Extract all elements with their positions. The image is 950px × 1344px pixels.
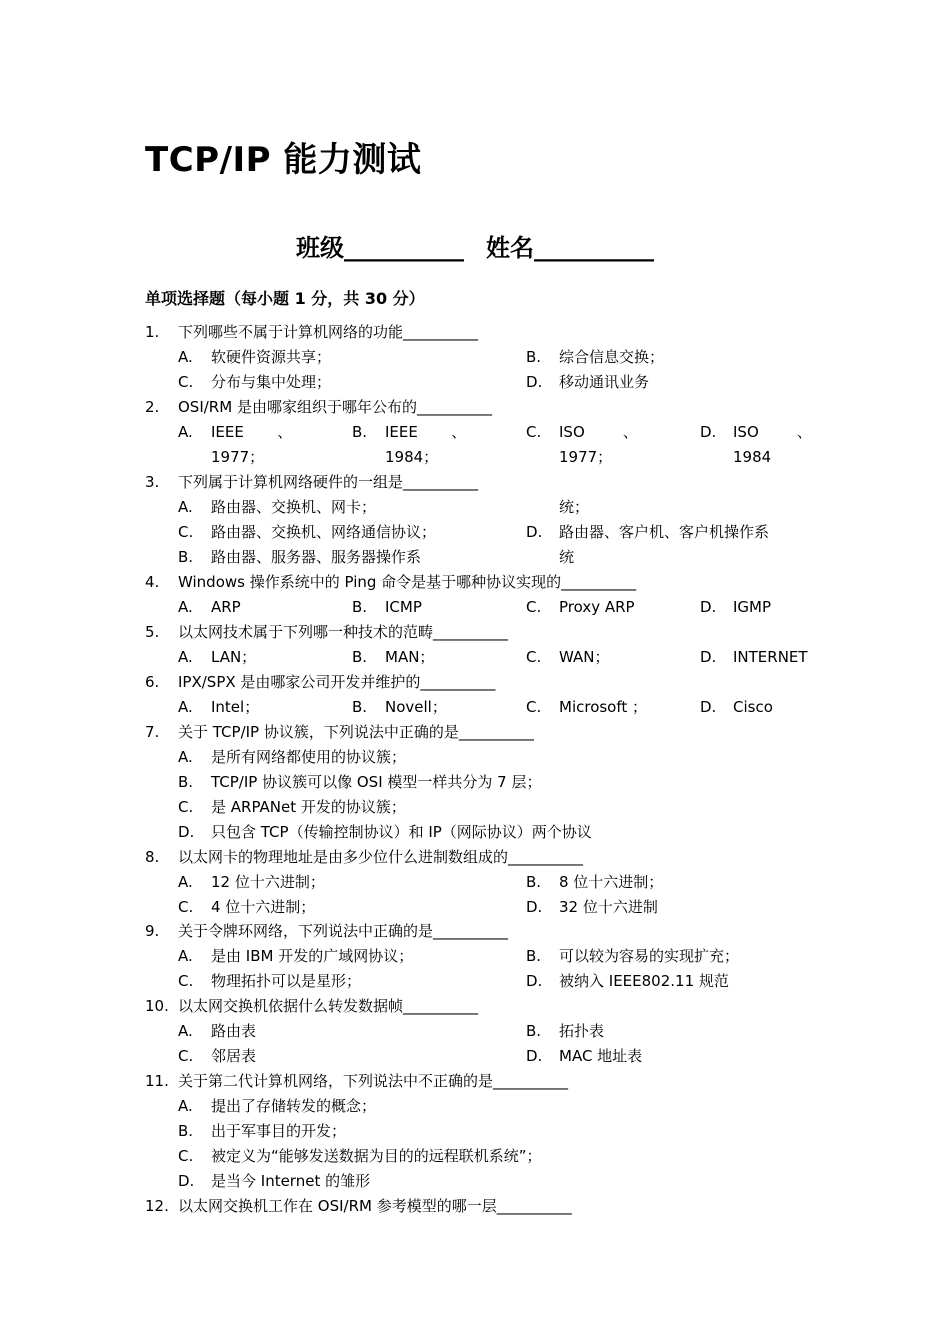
option-label: B. bbox=[352, 648, 368, 666]
question-number: 5. bbox=[145, 623, 160, 641]
question-number: 1. bbox=[145, 323, 160, 341]
option-label: B. bbox=[526, 947, 542, 965]
question-text: 下列属于计算机网络硬件的一组是__________ bbox=[178, 473, 479, 491]
option-label: A. bbox=[178, 1022, 193, 1040]
question-text: 关于第二代计算机网络，下列说法中不正确的是__________ bbox=[178, 1072, 569, 1090]
option-label: C. bbox=[178, 523, 194, 541]
option-label: C. bbox=[178, 798, 194, 816]
option-text: 统； bbox=[559, 498, 590, 516]
option-text: Cisco bbox=[733, 698, 773, 716]
option-label: D. bbox=[700, 598, 717, 616]
option-label: B. bbox=[352, 598, 368, 616]
question-text: IPX/SPX 是由哪家公司开发并维护的__________ bbox=[178, 673, 496, 691]
question-number: 3. bbox=[145, 473, 160, 491]
option-label: A. bbox=[178, 947, 193, 965]
question-number: 11. bbox=[145, 1072, 169, 1090]
option-text: 拓扑表 bbox=[559, 1022, 605, 1040]
option-label: A. bbox=[178, 873, 193, 891]
option-text: 提出了存储转发的概念； bbox=[211, 1097, 377, 1115]
option-label: B. bbox=[352, 698, 368, 716]
question-text: 关于令牌环网络，下列说法中正确的是__________ bbox=[178, 922, 509, 940]
option-text: 软硬件资源共享； bbox=[211, 348, 332, 366]
option-text: 出于军事目的开发； bbox=[211, 1122, 347, 1140]
option-text: 统 bbox=[559, 548, 575, 566]
option-text: 1984 bbox=[733, 448, 772, 466]
question-text: 以太网交换机工作在 OSI/RM 参考模型的哪一层__________ bbox=[178, 1197, 572, 1215]
option-label: A. bbox=[178, 698, 193, 716]
option-label: A. bbox=[178, 748, 193, 766]
option-label: D. bbox=[178, 823, 195, 841]
option-text: 是所有网络都使用的协议簇； bbox=[211, 748, 407, 766]
option-label: D. bbox=[526, 523, 543, 541]
section-heading: 单项选择题（每小题 1 分，共 30 分） bbox=[145, 289, 425, 308]
option-text: 1984； bbox=[385, 448, 439, 466]
option-label: D. bbox=[700, 648, 717, 666]
student-info-line bbox=[0, 228, 950, 263]
option-label: B. bbox=[526, 873, 542, 891]
option-label: C. bbox=[178, 1147, 194, 1165]
option-text: MAC 地址表 bbox=[559, 1047, 643, 1065]
option-text: 分布与集中处理； bbox=[211, 373, 332, 391]
option-text: Novell； bbox=[385, 698, 447, 716]
question-text: 以太网卡的物理地址是由多少位什么进制数组成的__________ bbox=[178, 848, 584, 866]
option-text: 1977； bbox=[559, 448, 613, 466]
question-text: Windows 操作系统中的 Ping 命令是基于哪种协议实现的__________ bbox=[178, 573, 637, 591]
question-number: 2. bbox=[145, 398, 160, 416]
option-label: A. bbox=[178, 498, 193, 516]
option-label: B. bbox=[178, 773, 194, 791]
option-text: 是当今 Internet 的雏形 bbox=[211, 1172, 371, 1190]
option-text: 是由 IBM 开发的广域网协议； bbox=[211, 947, 414, 965]
option-text: 4 位十六进制； bbox=[211, 898, 316, 916]
option-label: C. bbox=[526, 423, 542, 441]
option-text: 路由表 bbox=[211, 1022, 257, 1040]
option-text: 路由器、交换机、网络通信协议； bbox=[211, 523, 437, 541]
option-label: D. bbox=[526, 1047, 543, 1065]
option-text: TCP/IP 协议簇可以像 OSI 模型一样共分为 7 层； bbox=[211, 773, 542, 791]
option-text: 可以较为容易的实现扩充； bbox=[559, 947, 740, 965]
option-text: 物理拓扑可以是星形； bbox=[211, 972, 362, 990]
option-text: 8 位十六进制； bbox=[559, 873, 664, 891]
option-text: 1977； bbox=[211, 448, 265, 466]
question-text: OSI/RM 是由哪家组织于哪年公布的__________ bbox=[178, 398, 492, 416]
option-label: A. bbox=[178, 598, 193, 616]
option-text: 邻居表 bbox=[211, 1047, 257, 1065]
option-text: 是 ARPANet 开发的协议簇； bbox=[211, 798, 406, 816]
option-label: C. bbox=[178, 898, 194, 916]
option-text: LAN； bbox=[211, 648, 257, 666]
option-text: 路由器、服务器、服务器操作系 bbox=[211, 548, 422, 566]
option-text: MAN； bbox=[385, 648, 435, 666]
option-label: D. bbox=[526, 373, 543, 391]
option-label: D. bbox=[526, 898, 543, 916]
option-text: IGMP bbox=[733, 598, 772, 616]
question-text: 以太网技术属于下列哪一种技术的范畴__________ bbox=[178, 623, 509, 641]
option-label: A. bbox=[178, 423, 193, 441]
option-text: Microsoft ； bbox=[559, 698, 648, 716]
name-field-label: 姓名__________ bbox=[486, 234, 654, 262]
option-text: 12 位十六进制； bbox=[211, 873, 325, 891]
option-text: Proxy ARP bbox=[559, 598, 635, 616]
page-title: TCP/IP 能力测试 bbox=[145, 140, 422, 180]
question-number: 8. bbox=[145, 848, 160, 866]
option-label: C. bbox=[526, 648, 542, 666]
class-field-label: 班级__________ bbox=[296, 234, 464, 262]
question-number: 4. bbox=[145, 573, 160, 591]
option-text: 被纳入 IEEE802.11 规范 bbox=[559, 972, 729, 990]
question-number: 6. bbox=[145, 673, 160, 691]
question-number: 9. bbox=[145, 922, 160, 940]
option-label: D. bbox=[178, 1172, 195, 1190]
option-text: INTERNET bbox=[733, 648, 808, 666]
option-label: B. bbox=[526, 348, 542, 366]
option-label: D. bbox=[700, 698, 717, 716]
option-text: ISO 、 bbox=[733, 423, 812, 441]
question-number: 7. bbox=[145, 723, 160, 741]
option-label: B. bbox=[178, 548, 194, 566]
option-text: 被定义为“能够发送数据为目的的远程联机系统”； bbox=[211, 1147, 542, 1165]
option-label: A. bbox=[178, 348, 193, 366]
option-label: C. bbox=[178, 972, 194, 990]
question-text: 关于 TCP/IP 协议簇，下列说法中正确的是__________ bbox=[178, 723, 534, 741]
option-label: B. bbox=[178, 1122, 194, 1140]
question-number: 12. bbox=[145, 1197, 169, 1215]
option-text: 综合信息交换； bbox=[559, 348, 665, 366]
option-label: C. bbox=[178, 373, 194, 391]
option-text: 路由器、客户机、客户机操作系 bbox=[559, 523, 770, 541]
option-text: Intel； bbox=[211, 698, 260, 716]
question-number: 10. bbox=[145, 997, 169, 1015]
option-text: IEEE 、 bbox=[211, 423, 293, 441]
option-text: ARP bbox=[211, 598, 241, 616]
option-label: C. bbox=[178, 1047, 194, 1065]
option-label: D. bbox=[526, 972, 543, 990]
question-text: 下列哪些不属于计算机网络的功能__________ bbox=[178, 323, 479, 341]
question-text: 以太网交换机依据什么转发数据帧__________ bbox=[178, 997, 479, 1015]
option-text: ISO 、 bbox=[559, 423, 638, 441]
option-label: A. bbox=[178, 1097, 193, 1115]
option-label: A. bbox=[178, 648, 193, 666]
option-text: IEEE 、 bbox=[385, 423, 467, 441]
option-text: WAN； bbox=[559, 648, 610, 666]
option-label: D. bbox=[700, 423, 717, 441]
option-text: ICMP bbox=[385, 598, 422, 616]
option-text: 32 位十六进制 bbox=[559, 898, 658, 916]
option-label: C. bbox=[526, 598, 542, 616]
option-label: B. bbox=[526, 1022, 542, 1040]
option-text: 移动通讯业务 bbox=[559, 373, 650, 391]
option-text: 路由器、交换机、网卡； bbox=[211, 498, 377, 516]
option-label: C. bbox=[526, 698, 542, 716]
option-text: 只包含 TCP（传输控制协议）和 IP（网际协议）两个协议 bbox=[211, 823, 592, 841]
option-label: B. bbox=[352, 423, 368, 441]
